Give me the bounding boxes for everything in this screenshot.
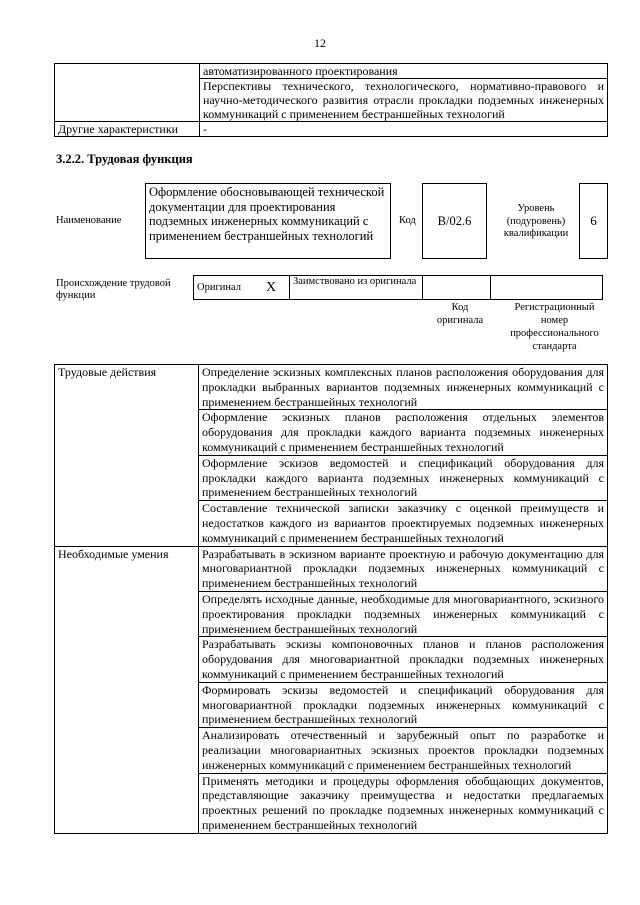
section-title: 3.2.2. Трудовая функция bbox=[56, 152, 193, 166]
original-mark: X bbox=[253, 276, 290, 300]
table-row bbox=[194, 276, 603, 300]
original-label: Оригинал bbox=[194, 276, 254, 300]
labor-action-cell: Составление технической записки заказчику с оценкой преимуществ и недостатков каждого из вариантов проектируемых подземных инженерных коммуникаций с применением бестраншейных технологий bbox=[199, 501, 608, 546]
original-code-cell bbox=[423, 276, 491, 300]
page-number: 12 bbox=[314, 36, 326, 50]
borrowed-label: Заимствовано из оригинала bbox=[290, 276, 423, 300]
skill-cell: Разрабатывать в эскизном варианте проектную и рабочую документацию для многовариантной прокладки подземных инженерных коммуникаций с применением бестраншейных технологий bbox=[199, 546, 608, 591]
labor-action-cell: Оформление эскизов ведомостей и спецификаций оборудования для прокладки каждого варианта подземных инженерных коммуникаций с применением бестраншейных технологий bbox=[199, 455, 608, 500]
continuation-table bbox=[54, 63, 608, 137]
other-characteristics-label: Другие характеристики bbox=[55, 122, 200, 137]
skill-cell: Определять исходные данные, необходимые для многовариантного, эскизного проектирования прокладки подземных инженерных коммуникаций с применением бестраншейных технологий bbox=[199, 591, 608, 636]
code-label: Код bbox=[399, 215, 416, 226]
table-cell-empty bbox=[55, 64, 200, 122]
skill-cell: Формировать эскизы ведомостей и спецификаций оборудования для многовариантной прокладки подземных инженерных коммуникаций с применением бестраншейных технологий bbox=[199, 682, 608, 727]
main-table bbox=[54, 364, 608, 834]
code-value: B/02.6 bbox=[437, 213, 472, 228]
original-code-label: Код оригинала bbox=[436, 302, 484, 326]
code-box bbox=[422, 183, 487, 259]
table-cell: автоматизированного проектирования bbox=[200, 64, 608, 79]
table-cell: Перспективы технического, технологического, нормативно-правового и научно-методического развития отрасли прокладки подземных инженерных коммуникаций с применением бестраншейных технологий bbox=[200, 79, 608, 122]
labor-action-cell: Определение эскизных комплексных планов расположения оборудования для прокладки выбранных вариантов подземных инженерных коммуникаций с применением бестраншейных технологий bbox=[199, 365, 608, 410]
skill-cell: Анализировать отечественный и зарубежный опыт по разработке и реализации многовариантных эскизных проектов прокладки подземных инженерных коммуникаций с применением бестраншейных технологий bbox=[199, 728, 608, 773]
skill-cell: Разрабатывать эскизы компоновочных планов и планов расположения оборудования для многовариантной прокладки подземных инженерных коммуникаций с применением бестраншейных технологий bbox=[199, 637, 608, 682]
level-label: Уровень (подуровень) квалификации bbox=[503, 203, 569, 239]
table-row bbox=[55, 546, 608, 591]
table-cell: - bbox=[200, 122, 608, 137]
level-value: 6 bbox=[590, 213, 597, 228]
origin-label: Происхождение трудовой функции bbox=[56, 278, 171, 301]
table-row bbox=[55, 64, 608, 79]
name-label: Наименование bbox=[56, 215, 122, 226]
skills-label: Необходимые умения bbox=[55, 546, 199, 833]
skill-cell: Применять методики и процедуры оформления обобщающих документов, представляющие заказчику преимущества и недостатки предлагаемых проектных решений по прокладке подземных инженерных коммуникаций с применением бестраншейных технологий bbox=[199, 773, 608, 833]
reg-number-label: Регистрационный номер профессионального стандарта bbox=[510, 302, 599, 352]
labor-actions-label: Трудовые действия bbox=[55, 365, 199, 547]
table-row bbox=[55, 365, 608, 410]
origin-table bbox=[193, 275, 603, 300]
level-box bbox=[579, 183, 608, 259]
labor-action-cell: Оформление эскизных планов расположения отдельных элементов оборудования для прокладки каждого варианта подземных инженерных коммуникаций с применением бестраншейных технологий bbox=[199, 410, 608, 455]
function-name-box: Оформление обосновывающей технической документации для проектирования подземных инженерных коммуникаций с применением бестраншейных технологий bbox=[145, 183, 391, 259]
table-row bbox=[55, 122, 608, 137]
reg-number-cell bbox=[491, 276, 603, 300]
